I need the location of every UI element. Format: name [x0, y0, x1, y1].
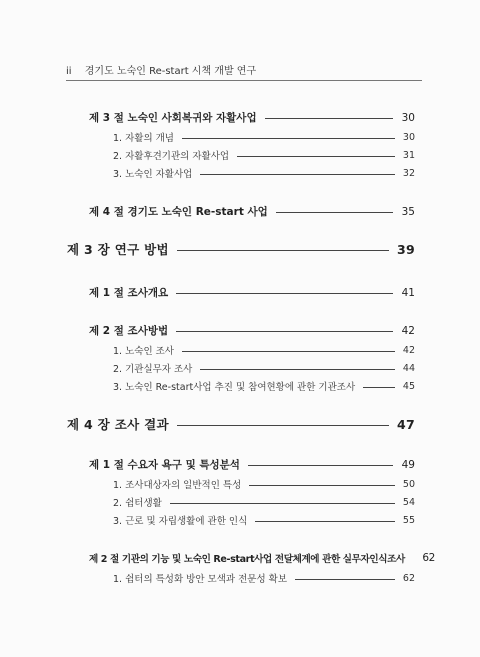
- toc-entry-label: 3. 노숙인 Re-start사업 추진 및 참여현황에 관한 기관조사: [113, 382, 356, 393]
- toc-chapter-label: 제 3 장 연구 방법: [67, 242, 169, 257]
- dot-leader: [255, 521, 395, 522]
- dot-leader: [265, 118, 393, 119]
- toc-chapter-page: 39: [397, 241, 415, 257]
- toc-entry-page: 44: [402, 362, 415, 374]
- dot-leader: [200, 174, 395, 175]
- toc-entry[interactable]: [89, 457, 415, 472]
- toc-entry-page: 42: [402, 344, 415, 356]
- toc-entry-page: 35: [401, 205, 415, 218]
- toc-entry[interactable]: [113, 513, 415, 527]
- toc-entry[interactable]: [113, 148, 415, 162]
- toc-entry[interactable]: [113, 343, 415, 357]
- toc-entry-label: 2. 자활후견기관의 자활사업: [113, 151, 230, 162]
- dot-leader: [177, 425, 389, 426]
- toc-entry[interactable]: [89, 285, 415, 300]
- toc-entry-label: 제 4 절 경기도 노숙인 Re-start 사업: [89, 206, 268, 218]
- dot-leader: [176, 293, 393, 294]
- toc-entry[interactable]: [113, 571, 415, 585]
- toc-entry-label: 1. 조사대상자의 일반적인 특성: [113, 480, 242, 491]
- dot-leader: [276, 212, 393, 213]
- toc-chapter[interactable]: [67, 415, 415, 433]
- toc-entry[interactable]: [113, 130, 415, 144]
- toc-entry-page: 62: [402, 572, 415, 584]
- toc-chapter-label: 제 4 장 조사 결과: [67, 417, 169, 432]
- dot-leader: [248, 465, 393, 466]
- dot-leader: [176, 331, 393, 332]
- toc-entry-page: 49: [401, 458, 415, 471]
- toc-entry-label: 3. 노숙인 자활사업: [113, 169, 193, 180]
- running-title: 경기도 노숙인 Re-start 시책 개발 연구: [84, 66, 257, 77]
- toc-entry-page: 30: [401, 111, 415, 124]
- toc-entry[interactable]: [89, 323, 415, 338]
- dot-leader: [363, 387, 395, 388]
- toc-entry[interactable]: [113, 379, 415, 393]
- toc-entry-label: 제 1 절 수요자 욕구 및 특성분석: [89, 459, 240, 471]
- dot-leader: [182, 138, 395, 139]
- toc-entry-label: 제 2 절 조사방법: [89, 325, 169, 337]
- toc-entry-label: 제 3 절 노숙인 사회복귀와 자활사업: [89, 112, 257, 124]
- dot-leader: [177, 250, 389, 251]
- toc-entry-label: 1. 노숙인 조사: [113, 346, 174, 357]
- toc-entry-page: 30: [402, 131, 415, 143]
- dot-leader: [249, 485, 395, 486]
- dot-leader: [182, 351, 395, 352]
- toc-chapter-page: 47: [397, 416, 415, 432]
- toc-entry[interactable]: [89, 204, 415, 219]
- toc-entry-label: 2. 기관실무자 조사: [113, 364, 193, 375]
- toc-entry-page: 45: [402, 380, 415, 392]
- toc-chapter[interactable]: [67, 240, 415, 258]
- toc-entry[interactable]: [113, 495, 415, 509]
- toc-entry-label: 제 2 절 기관의 기능 및 노숙인 Re-start사업 전달체계에 관한 실무자인식조사: [89, 554, 405, 565]
- toc-entry-page: 41: [401, 286, 415, 299]
- toc-entry-label: 1. 쉼터의 특성화 방안 모색과 전문성 확보: [113, 574, 288, 585]
- toc-entry-page: 62: [422, 552, 435, 564]
- toc-entry[interactable]: [113, 361, 415, 375]
- toc-entry[interactable]: [113, 166, 415, 180]
- dot-leader: [237, 156, 395, 157]
- toc-entry[interactable]: [89, 551, 435, 565]
- toc-entry-label: 1. 자활의 개념: [113, 133, 174, 144]
- page-number: ii: [66, 66, 72, 77]
- toc-entry-label: 2. 쉼터생활: [113, 498, 162, 509]
- toc-entry-page: 42: [401, 324, 415, 337]
- toc-entry[interactable]: [89, 110, 415, 125]
- toc-entry-page: 50: [402, 478, 415, 490]
- dot-leader: [295, 579, 395, 580]
- dot-leader: [200, 369, 395, 370]
- toc-entry[interactable]: [113, 477, 415, 491]
- toc-entry-page: 55: [402, 514, 415, 526]
- toc-entry-page: 54: [402, 496, 415, 508]
- toc-entry-page: 31: [402, 149, 415, 161]
- toc-entry-label: 3. 근로 및 자립생활에 관한 인식: [113, 516, 248, 527]
- toc-entry-page: 32: [402, 167, 415, 179]
- toc-entry-label: 제 1 절 조사개요: [89, 287, 169, 299]
- dot-leader: [170, 503, 395, 504]
